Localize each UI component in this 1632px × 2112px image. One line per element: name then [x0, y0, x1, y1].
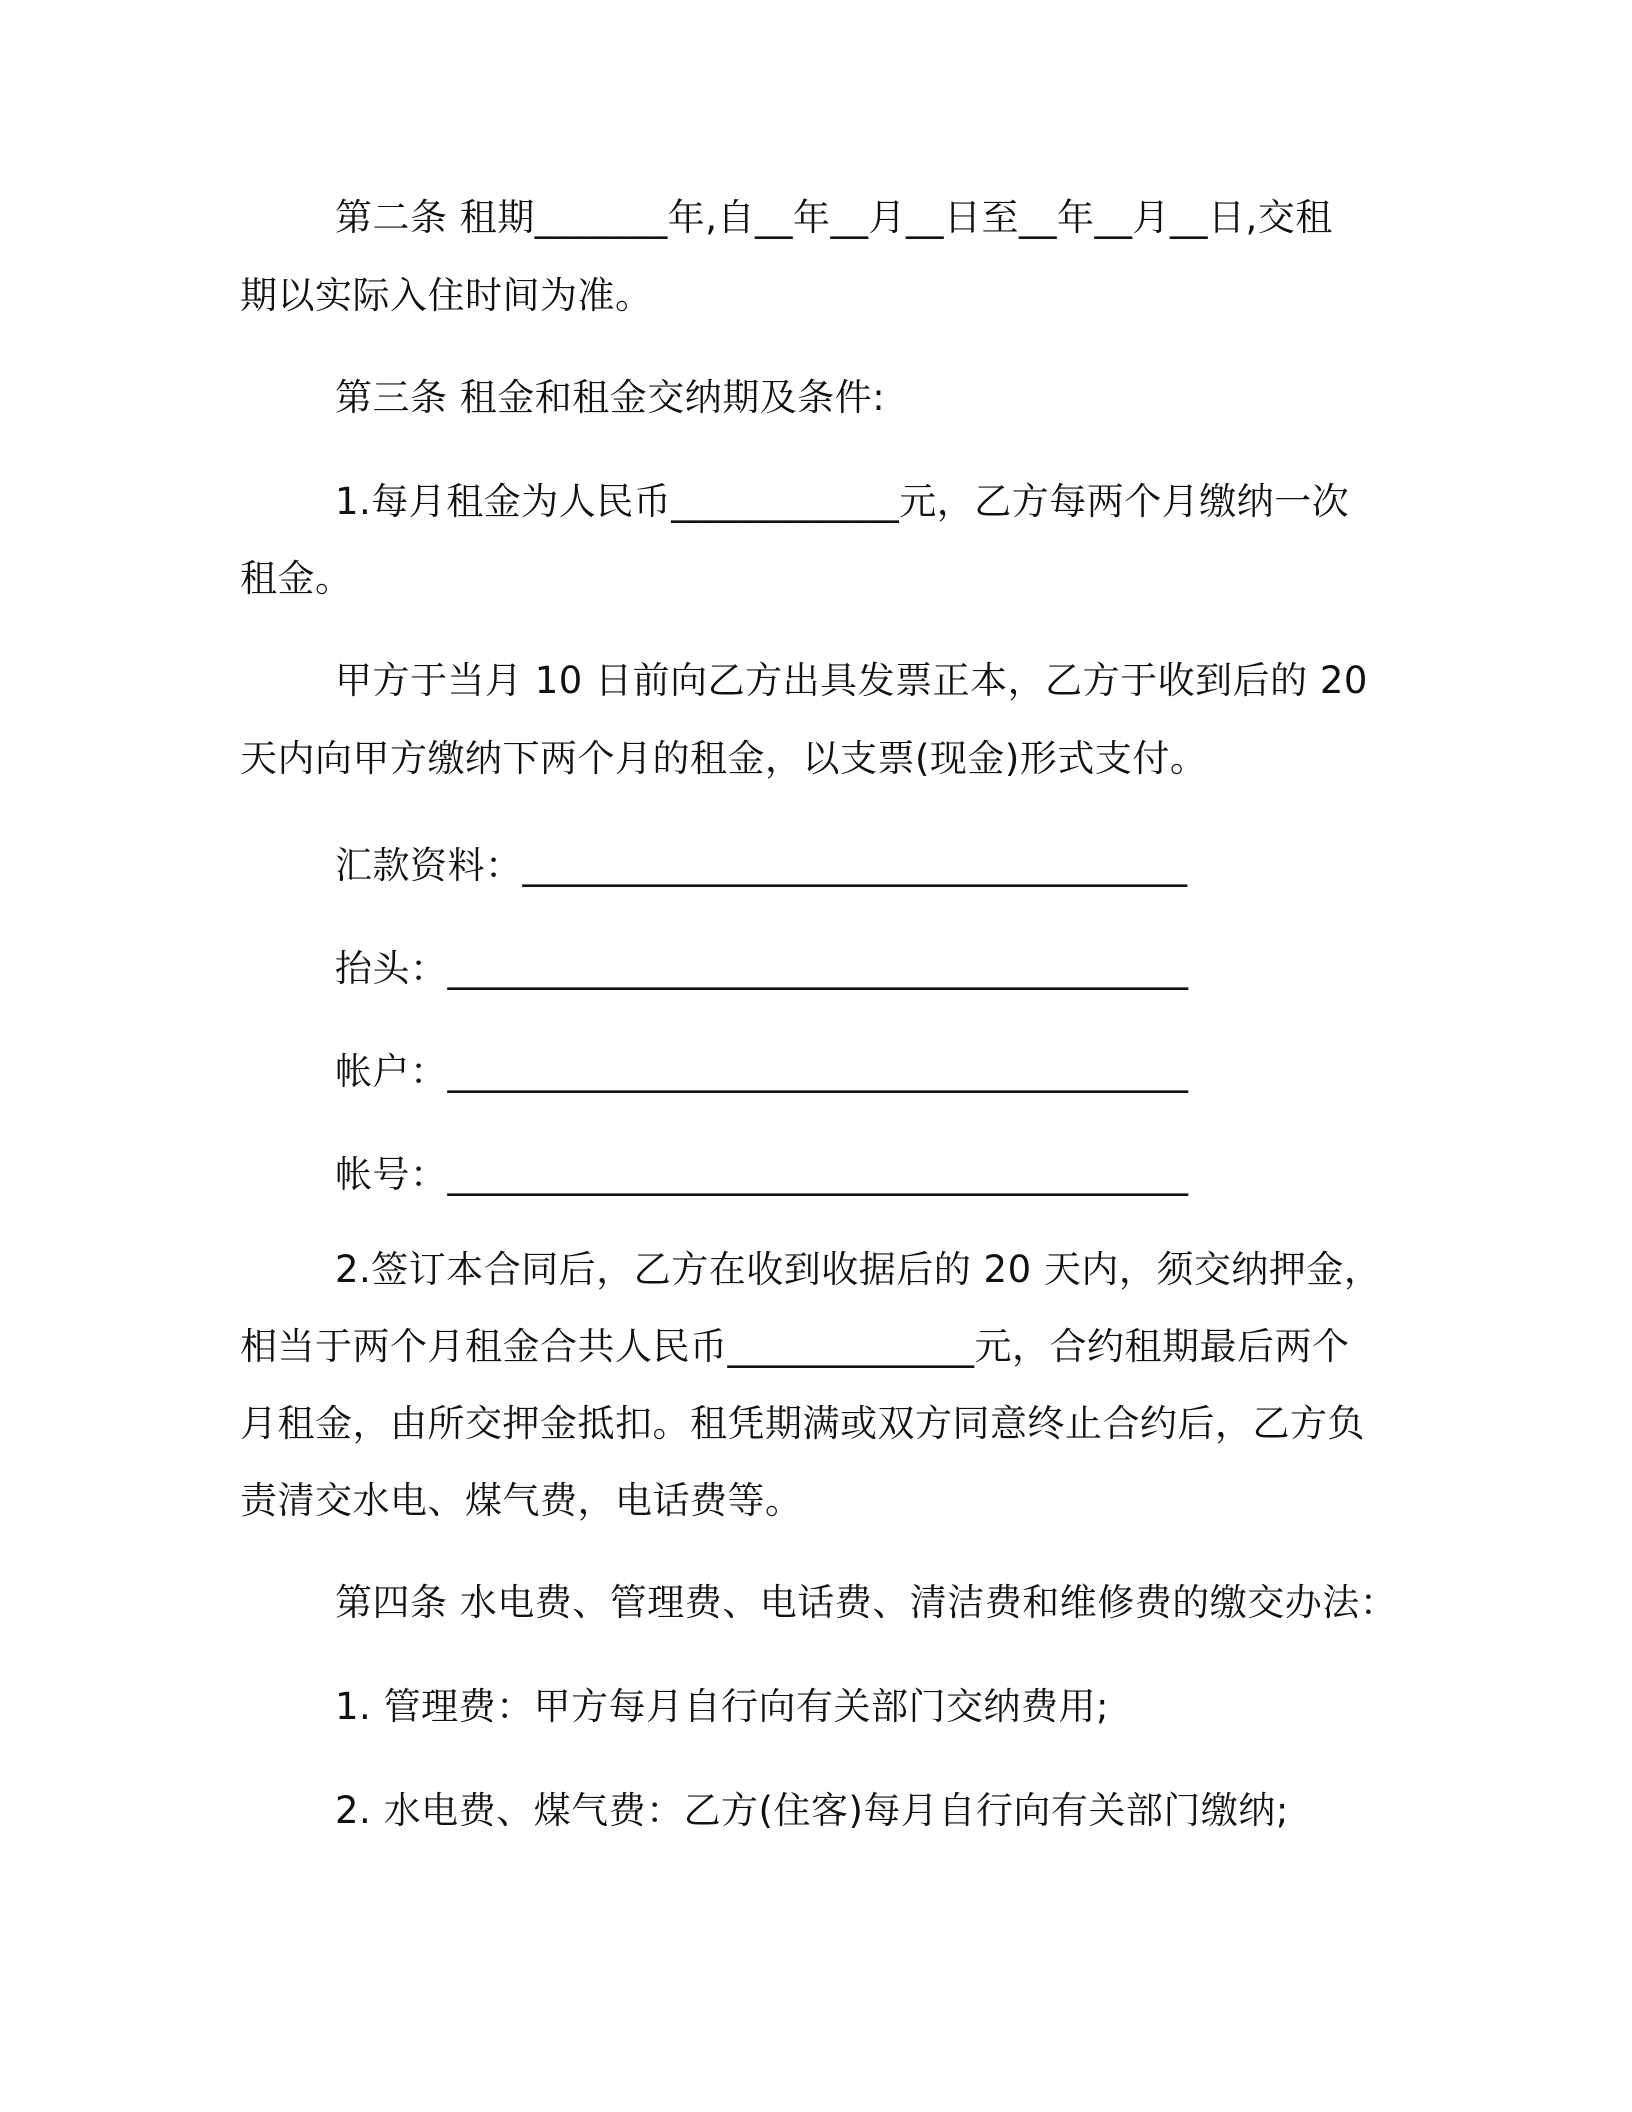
deposit-line-3: 月租金，由所交押金抵扣。租凭期满或双方同意终止合约后，乙方负: [240, 1402, 1365, 1445]
remittance-info: 汇款资料：___________________________________: [335, 844, 1188, 887]
account-name: 帐户：_______________________________________: [335, 1050, 1189, 1093]
rent-clause-line-1: 1.每月租金为人民币____________元，乙方每两个月缴纳一次: [335, 480, 1350, 523]
management-fee: 1. 管理费：甲方每月自行向有关部门交纳费用;: [335, 1685, 1110, 1728]
payee-header: 抬头：_______________________________________: [335, 947, 1189, 990]
deposit-line-2: 相当于两个月租金合共人民币_____________元，合约租期最后两个: [240, 1325, 1350, 1368]
article-2-line-2: 期以实际入住时间为准。: [240, 274, 653, 317]
deposit-line-4: 责清交水电、煤气费，电话费等。: [240, 1479, 803, 1522]
article-4-heading: 第四条 水电费、管理费、电话费、清洁费和维修费的缴交办法：: [335, 1581, 1398, 1624]
rent-clause-line-2: 租金。: [240, 557, 353, 600]
utilities-fee: 2. 水电费、煤气费：乙方(住客)每月自行向有关部门缴纳;: [335, 1789, 1289, 1832]
invoice-line-2: 天内向甲方缴纳下两个月的租金，以支票(现金)形式支付。: [240, 737, 1208, 780]
article-3-heading: 第三条 租金和租金交纳期及条件:: [335, 376, 886, 419]
account-number: 帐号：_______________________________________: [335, 1153, 1189, 1196]
article-2-line-1: 第二条 租期_______年,自__年__月__日至__年__月__日,交租: [335, 196, 1333, 239]
invoice-line-1: 甲方于当月 10 日前向乙方出具发票正本，乙方于收到后的 20: [335, 659, 1368, 702]
deposit-line-1: 2.签订本合同后，乙方在收到收据后的 20 天内，须交纳押金，: [335, 1248, 1382, 1291]
